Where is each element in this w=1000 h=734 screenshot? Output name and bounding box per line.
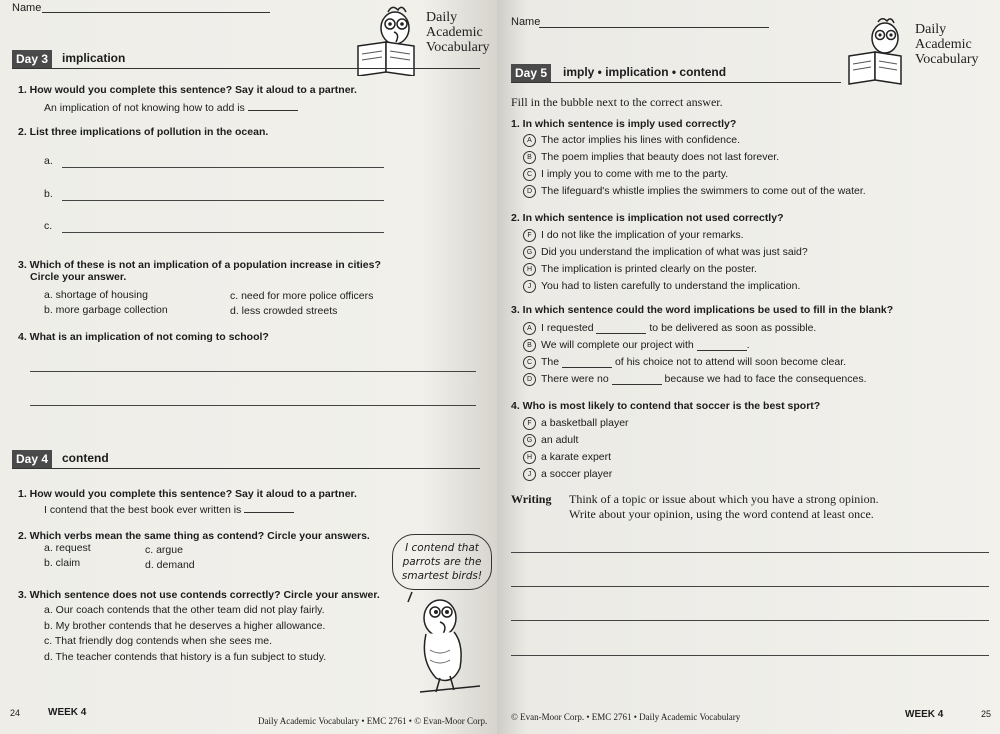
logo-line: Daily <box>915 22 947 37</box>
answer-bubble[interactable]: D <box>523 373 536 386</box>
option-text: I requested <box>541 322 594 334</box>
item-letter: a. <box>44 155 53 167</box>
answer-option[interactable]: b. more garbage collection <box>44 304 168 316</box>
answer-line[interactable] <box>62 231 384 233</box>
answer-bubble[interactable]: F <box>523 229 536 242</box>
answer-option[interactable] <box>523 434 578 447</box>
logo-line: Vocabulary <box>426 40 490 55</box>
writing-prompt: Think of a topic or issue about which you have a strong opinion. <box>569 492 879 506</box>
answer-line[interactable] <box>511 551 989 553</box>
answer-option[interactable]: a. shortage of housing <box>44 289 148 301</box>
day-badge: Day 3 <box>12 50 52 68</box>
question: 2. Which verbs mean the same thing as contend? Circle your answers. <box>18 530 370 542</box>
answer-option[interactable] <box>523 339 750 352</box>
answer-bubble[interactable]: B <box>523 151 536 164</box>
option-text: a basketball player <box>541 417 629 429</box>
question: Circle your answer. <box>30 271 127 283</box>
answer-option[interactable]: c. That friendly dog contends when she sees me. <box>44 635 273 647</box>
option-text: I do not like the implication of your remarks. <box>541 229 744 241</box>
answer-bubble[interactable]: B <box>523 339 536 352</box>
page-number: 24 <box>10 708 21 718</box>
answer-bubble[interactable]: J <box>523 280 536 293</box>
answer-option[interactable] <box>523 468 612 481</box>
answer-option[interactable]: a. Our coach contends that the other team did not play fairly. <box>44 604 325 616</box>
option-text: a karate expert <box>541 451 612 463</box>
blank-line <box>612 375 662 385</box>
writing-prompt: Write about your opinion, using the word contend at least once. <box>569 507 874 521</box>
day-word: contend <box>62 451 109 465</box>
question: 1. How would you complete this sentence? Say it aloud to a partner. <box>18 84 357 96</box>
answer-option[interactable] <box>523 151 779 164</box>
instructions: Fill in the bubble next to the correct answer. <box>511 95 723 109</box>
prompt-text: An implication of not knowing how to add is <box>44 102 245 114</box>
answer-option[interactable]: b. claim <box>44 557 81 569</box>
logo-text <box>915 22 979 67</box>
option-text: The actor implies his lines with confidence. <box>541 134 741 146</box>
name-line <box>539 15 769 28</box>
answer-bubble[interactable]: A <box>523 134 536 147</box>
question: 4. What is an implication of not coming to school? <box>18 331 269 343</box>
footer-credit: Daily Academic Vocabulary • EMC 2761 • © Evan-Moor Corp. <box>258 716 488 726</box>
answer-option[interactable] <box>523 229 744 242</box>
speech-bubble <box>392 534 492 590</box>
answer-line[interactable] <box>511 585 989 587</box>
option-text: The lifeguard's whistle implies the swimmers to come out of the water. <box>541 185 866 197</box>
answer-option[interactable] <box>523 417 629 430</box>
option-text: There were no <box>541 373 609 385</box>
writing-label: Writing <box>511 492 552 506</box>
speech-line: I contend that <box>405 542 479 554</box>
option-text: an adult <box>541 434 579 446</box>
name-label: Name <box>12 2 42 14</box>
prompt-text: I contend that the best book ever written is <box>44 504 242 516</box>
name-line <box>42 0 270 13</box>
answer-bubble[interactable]: G <box>523 246 536 259</box>
answer-line[interactable] <box>30 404 476 406</box>
footer-credit: © Evan-Moor Corp. • EMC 2761 • Daily Academic Vocabulary <box>511 712 741 722</box>
question: 2. List three implications of pollution in the ocean. <box>18 126 269 138</box>
option-text: We will complete our project with <box>541 339 694 351</box>
logo-text <box>426 10 490 55</box>
answer-bubble[interactable]: H <box>523 451 536 464</box>
question: 4. Who is most likely to contend that soccer is the best sport? <box>511 400 821 412</box>
answer-option[interactable]: d. demand <box>145 559 195 571</box>
answer-bubble[interactable]: J <box>523 468 536 481</box>
answer-option[interactable] <box>523 246 808 259</box>
day5-header <box>511 64 841 83</box>
answer-bubble[interactable]: C <box>523 168 536 181</box>
blank-line <box>244 503 294 513</box>
page-number: 25 <box>981 709 992 719</box>
option-text: The implication is printed clearly on the poster. <box>541 263 757 275</box>
day-word: imply • implication • contend <box>563 65 727 79</box>
answer-bubble[interactable]: C <box>523 356 536 369</box>
name-label: Name <box>511 16 541 28</box>
sentence-prompt <box>44 503 294 517</box>
logo-line: Vocabulary <box>915 52 979 67</box>
option-text: I imply you to come with me to the party. <box>541 168 729 180</box>
question: 3. Which sentence does not use contends correctly? Circle your answer. <box>18 589 380 601</box>
question: 3. In which sentence could the word implications be used to fill in the blank? <box>511 304 894 316</box>
option-text: You had to listen carefully to understand the implication. <box>541 280 801 292</box>
answer-bubble[interactable]: D <box>523 185 536 198</box>
speech-line: smartest birds! <box>401 570 483 582</box>
option-text: Did you understand the implication of what was just said? <box>541 246 808 258</box>
parrot-reading-icon <box>845 18 915 90</box>
speech-line: parrots are the <box>402 556 482 568</box>
option-text: . <box>746 339 750 351</box>
answer-option[interactable] <box>523 263 757 276</box>
answer-bubble[interactable]: H <box>523 263 536 276</box>
right-page <box>497 0 1000 734</box>
option-text: The <box>541 356 560 368</box>
answer-bubble[interactable]: F <box>523 417 536 430</box>
option-text: The poem implies that beauty does not last forever. <box>541 151 780 163</box>
answer-option[interactable]: b. My brother contends that he deserves a higher allowance. <box>44 620 326 632</box>
question: 1. In which sentence is imply used correctly? <box>511 118 737 130</box>
option-text: to be delivered as soon as possible. <box>649 322 817 334</box>
blank-line <box>697 341 747 351</box>
item-letter: c. <box>44 220 53 232</box>
question: 3. Which of these is not an implication of a population increase in cities? <box>18 259 381 271</box>
answer-line[interactable] <box>511 619 989 621</box>
answer-option[interactable]: c. argue <box>145 544 183 556</box>
blank-line <box>596 324 646 334</box>
day3-header <box>12 50 480 69</box>
week-label: WEEK 4 <box>905 709 944 720</box>
logo-line: Daily <box>426 10 458 25</box>
answer-option[interactable]: c. need for more police officers <box>230 290 374 302</box>
answer-bubble[interactable]: A <box>523 322 536 335</box>
answer-line[interactable] <box>62 199 384 201</box>
item-letter: b. <box>44 188 53 200</box>
answer-line[interactable] <box>30 370 476 372</box>
logo-line: Academic <box>915 37 972 52</box>
answer-option[interactable]: d. The teacher contends that history is a fun subject to study. <box>44 651 327 663</box>
option-text: a soccer player <box>541 468 613 480</box>
day4-header <box>12 450 480 469</box>
answer-option[interactable]: a. request <box>44 542 91 554</box>
option-text: because we had to face the consequences. <box>664 373 867 385</box>
answer-option[interactable]: d. less crowded streets <box>230 305 338 317</box>
answer-option[interactable] <box>523 134 740 147</box>
answer-option[interactable] <box>523 356 846 369</box>
blank-line <box>562 358 612 368</box>
logo-line: Academic <box>426 25 483 40</box>
day-badge: Day 5 <box>511 64 551 82</box>
left-page <box>0 0 497 734</box>
question: 1. How would you complete this sentence? Say it aloud to a partner. <box>18 488 357 500</box>
day-badge: Day 4 <box>12 450 52 468</box>
question: 2. In which sentence is implication not used correctly? <box>511 212 784 224</box>
answer-option[interactable] <box>523 185 866 198</box>
parrot-icon <box>400 590 490 700</box>
sentence-prompt <box>44 101 298 115</box>
answer-line[interactable] <box>511 654 989 656</box>
answer-option[interactable] <box>523 280 800 293</box>
option-text: of his choice not to attend will soon become clear. <box>614 356 847 368</box>
answer-line[interactable] <box>62 166 384 168</box>
blank-line <box>248 101 298 111</box>
answer-option[interactable] <box>523 451 611 464</box>
answer-option[interactable] <box>523 322 816 335</box>
answer-option[interactable] <box>523 168 728 181</box>
week-label: WEEK 4 <box>48 707 87 718</box>
day-word: implication <box>62 51 126 65</box>
answer-bubble[interactable]: G <box>523 434 536 447</box>
answer-option[interactable] <box>523 373 867 386</box>
